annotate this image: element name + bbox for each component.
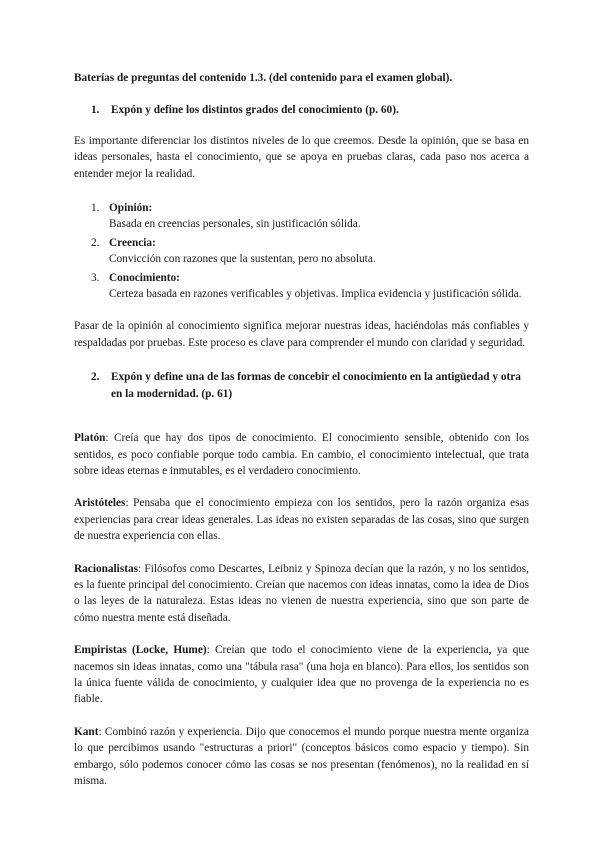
author-text: : Combinó razón y experiencia. Dijo que conocemos el mundo porque nuestra mente organiza lo que percibimos usando "estructuras a priori" (conceptos básicos como espacio y tiempo). Sin embargo, sólo podemos conocer cómo las cosas se nos presentan (fenómenos), no la realidad en sí misma. — [74, 725, 529, 787]
author-text: : Filósofos como Descartes, Leibniz y Spinoza decían que la razón, y no los sentidos, es la fuente principal del conocimiento. Creían que nacemos con ideas innatas, como la idea de Dios o las leyes de la naturaleza. Estas ideas no vienen de nuestra experiencia, sino que son parte de cómo nuestra mente está diseñada. — [74, 562, 529, 624]
level-name: Conocimiento: — [109, 271, 180, 284]
author-name: Aristóteles — [74, 497, 126, 510]
level-description: Basada en creencias personales, sin justificación sólida. — [109, 218, 361, 231]
list-item — [74, 270, 529, 303]
knowledge-levels-list — [74, 200, 529, 302]
question-number: 1. — [91, 104, 100, 117]
author-name: Platón — [74, 432, 106, 445]
author-paragraph-rationalists — [74, 561, 529, 627]
list-item-number: 3. — [91, 271, 100, 284]
author-name: Racionalistas — [74, 562, 139, 575]
author-paragraph-plato — [74, 430, 529, 479]
author-paragraph-aristotle — [74, 495, 529, 544]
list-item — [74, 235, 529, 268]
question-number: 2. — [91, 371, 100, 384]
author-text: : Creía que hay dos tipos de conocimiento. El conocimiento sensible, obtenido con los sentidos, es poco confiable porque todo cambia. En cambio, el conocimiento intelectual, que trata sobre ideas eternas e inmutables, es el verdadero conocimiento. — [74, 432, 529, 477]
level-description: Convicción con razones que la sustentan, pero no absoluta. — [109, 253, 376, 266]
document-title: Baterías de preguntas del contenido 1.3. (del contenido para el examen global). — [74, 72, 453, 84]
document-content — [74, 70, 529, 805]
question-text: Expón y define los distintos grados del conocimiento (p. 60). — [111, 104, 399, 117]
intro-paragraph: Es importante diferenciar los distintos niveles de lo que creemos. Desde la opinión, que se basa en ideas personales, hasta el conocimiento, que se apoya en pruebas claras, cada paso nos acerca a entender mejor la realidad. — [74, 134, 529, 180]
author-paragraph-kant — [74, 724, 529, 790]
author-name: Kant — [74, 725, 99, 738]
level-description: Certeza basada en razones verificables y objetivas. Implica evidencia y justificación sólida. — [109, 288, 522, 301]
list-item-number: 2. — [91, 236, 100, 249]
author-name: Empiristas (Locke, Hume) — [74, 644, 207, 657]
list-item-number: 1. — [91, 202, 100, 215]
author-text: : Pensaba que el conocimiento empieza con los sentidos, pero la razón organiza esas experiencias para crear ideas generales. Las ideas no existen separadas de las cosas, sino que surgen de nuestra experiencia con ellas. — [74, 497, 529, 543]
level-name: Opinión: — [109, 202, 153, 215]
authors-section — [74, 430, 529, 789]
author-paragraph-empiricists — [74, 642, 529, 708]
question-text: Expón y define una de las formas de concebir el conocimiento en la antigüedad y otra en la modernidad. (p. 61) — [111, 371, 521, 400]
author-text: : Creían que todo el conocimiento viene de la experiencia, ya que nacemos sin ideas innatas, como una "tábula rasa" (una hoja en blanco). Para ellos, los sentidos son la única fuente válida de conocimiento, y cualquier idea que no provenga de la experiencia no es fiable. — [74, 644, 529, 706]
question-1 — [74, 102, 529, 118]
conclusion-paragraph: Pasar de la opinión al conocimiento significa mejorar nuestras ideas, haciéndolas más confiables y respaldadas por pruebas. Este proceso es clave para comprender el mundo con claridad y seguridad. — [74, 320, 529, 349]
list-item — [74, 200, 529, 233]
question-2 — [74, 369, 529, 402]
level-name: Creencia: — [109, 236, 156, 249]
